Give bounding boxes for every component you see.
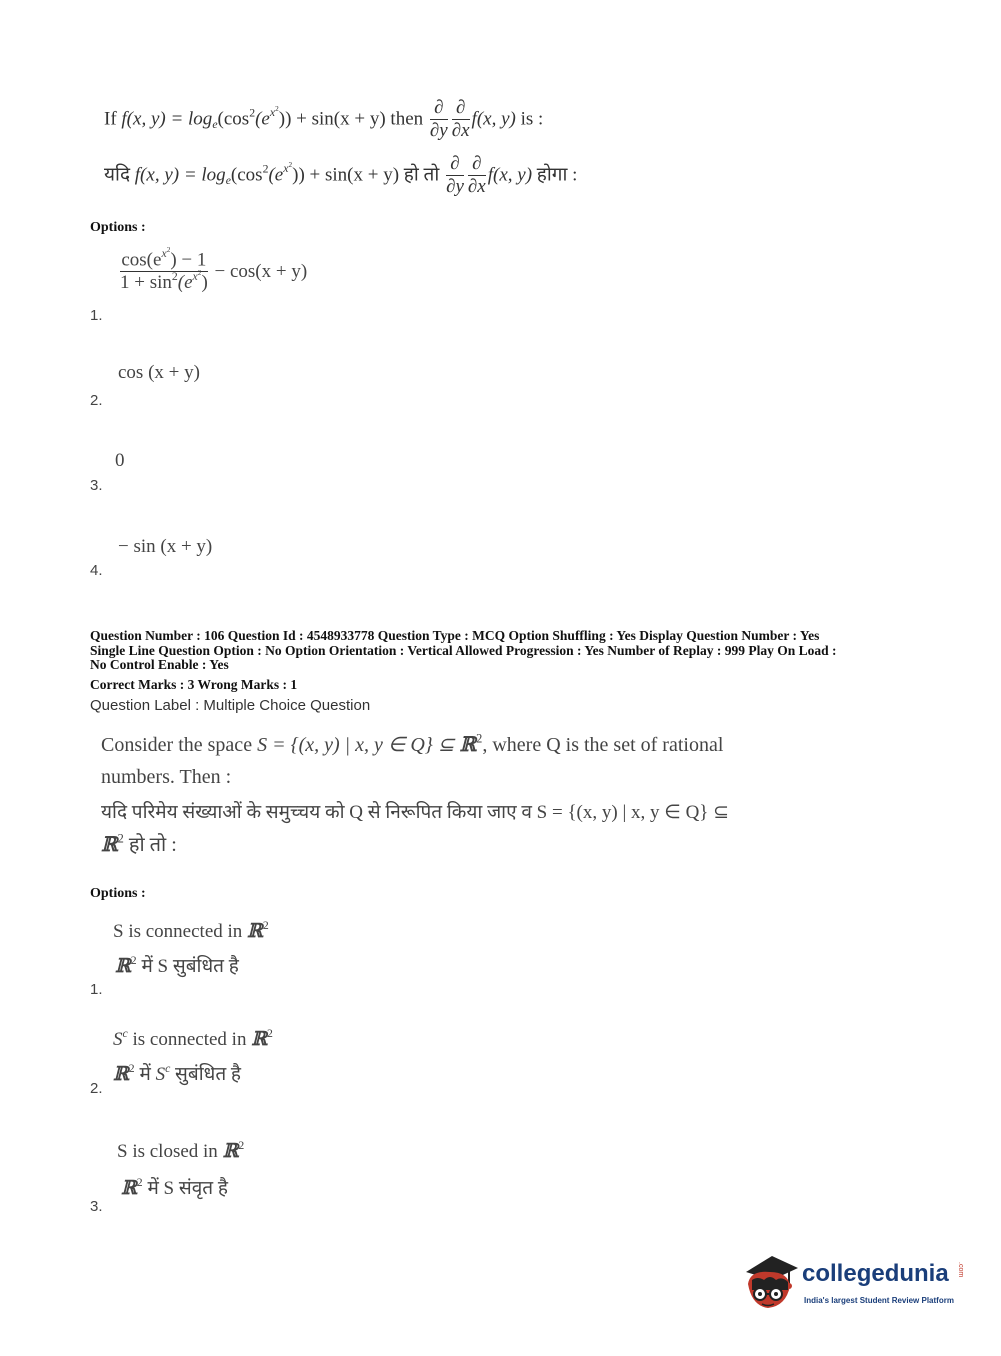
- q1-partial-x: $\frac{\partial}{\partial x}$: [451, 97, 470, 141]
- q2-set-def: S = {(x, y) | x, y ∈ Q} ⊆: [257, 734, 455, 756]
- logo-name: collegedunia: [802, 1260, 949, 1287]
- q1-options-heading: Options :: [90, 220, 146, 235]
- q1-cos: (cos: [217, 108, 250, 130]
- q1-cos-exp: 2: [249, 106, 256, 120]
- q1-option-3-num: 3.: [90, 477, 103, 494]
- q2-option-2[interactable]: $S^c$ is connected in ℝ$^2$: [113, 1026, 273, 1050]
- q1-question-hi: यदि f(x, $y) = \log_e(\cos^2(e^{x^2})) + \sin(x + y)$ हो तो $\frac{\partial}{\partial y}$ $\frac{\partial}{\partial x}$ f(x, y) होगा :: [104, 153, 578, 197]
- logo-tagline: India's largest Student Review Platform: [804, 1296, 954, 1305]
- q2-option-2-num: 2.: [90, 1080, 103, 1097]
- q2-option-3-hi: ℝ$^2$ में S संवृत है: [121, 1175, 228, 1199]
- q1-e: (e: [255, 108, 270, 130]
- q1-opt1-fraction: $\frac{\cos(e^{x^2}) - 1}{1 + \sin^2(e^{x^2})}$: [120, 245, 208, 294]
- q1-hi-prefix: यदि: [104, 164, 131, 186]
- marks: Correct Marks : 3 Wrong Marks : 1: [90, 677, 298, 692]
- meta-line-3: No Control Enable : Yes: [90, 657, 229, 672]
- mascot-icon: [742, 1250, 800, 1312]
- q2-hi-line-2: ℝ$^2$ हो तो :: [101, 831, 177, 856]
- q2-options-heading: Options :: [90, 886, 146, 901]
- logo-dotcom: .com: [957, 1262, 964, 1278]
- q2-option-3-num: 3.: [90, 1198, 103, 1215]
- q1-option-2[interactable]: cos (x + y): [118, 362, 200, 383]
- meta-line-1: Question Number : 106 Question Id : 4548933778 Question Type : MCQ Option Shuffling : Yes Display Question Number : Yes: [90, 628, 820, 643]
- q1-option-2-num: 2.: [90, 392, 103, 409]
- q1-option-1[interactable]: [118, 245, 308, 295]
- question-label-key: Question Label :: [90, 697, 200, 714]
- q1-option-4[interactable]: − sin (x + y): [118, 536, 213, 557]
- q1-f: f(x, y): [471, 108, 516, 130]
- q1-if: If: [104, 108, 117, 130]
- collegedunia-logo[interactable]: [742, 1248, 972, 1318]
- q1-x-exp: x: [269, 106, 276, 120]
- question-meta: [90, 629, 910, 673]
- q1-log-base: e: [212, 118, 218, 132]
- q1-question-en: [104, 98, 543, 143]
- q1-rest: )) + sin(x + y): [278, 108, 386, 130]
- q1-hi-then: हो तो: [403, 164, 440, 186]
- q2-option-1-hi: ℝ$^2$ में S सुबंधित है: [115, 953, 239, 977]
- q1-option-4-num: 4.: [90, 562, 103, 579]
- q1-opt1-tail: − cos(x + y): [214, 260, 308, 282]
- q2-option-1-num: 1.: [90, 981, 103, 998]
- q2-option-1[interactable]: S is connected in ℝ$^2$: [113, 918, 269, 942]
- q1-then: then: [390, 108, 424, 130]
- q1-x-exp2: 2: [275, 104, 279, 114]
- q1-hi-suffix: होगा :: [536, 164, 578, 186]
- question-label-value: Multiple Choice Question: [203, 697, 371, 714]
- q2-option-2-hi: ℝ$^2$ में $S^c$ सुबंधित है: [113, 1061, 242, 1085]
- q2-hi-line-1: यदि परिमेय संख्याओं के समुच्चय को Q से निरूपित किया जाए व S = {(x, y) | x, y ∈ Q} ⊆: [101, 802, 730, 823]
- q1-lhs: f(x, y) = log: [121, 108, 213, 130]
- q1-partial-y: $\frac{\partial}{\partial y}$: [429, 97, 448, 141]
- meta-line-2: Single Line Question Option : No Option Orientation : Vertical Allowed Progression : Yes Number of Replay : 999 Play On Load :: [90, 642, 837, 658]
- q1-option-1-num: 1.: [90, 307, 103, 324]
- q2-line-2: numbers. Then :: [101, 766, 232, 788]
- q2-option-3[interactable]: S is closed in ℝ$^2$: [117, 1138, 245, 1162]
- question-label: [90, 697, 370, 714]
- q2-line-1: Consider the space S = {(x, y) | x, y ∈ Q} ⊆ ℝ$^2$, where Q is the set of rational: [101, 731, 724, 756]
- q1-option-3[interactable]: 0: [115, 450, 125, 471]
- q1-suffix: is :: [520, 108, 544, 130]
